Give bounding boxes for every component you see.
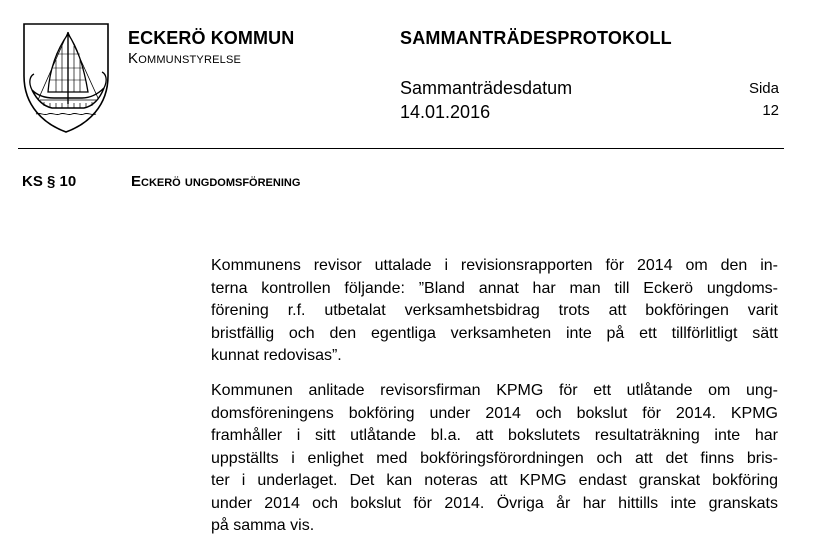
paragraph xyxy=(211,380,778,538)
meeting-date: 14.01.2016 xyxy=(400,102,491,122)
paragraph-line: domsföreningens bokföring under 2014 och bokslut för 2014. KPMG xyxy=(211,404,778,422)
page-label: Sida xyxy=(748,80,779,97)
paragraph-line: under 2014 och bokslut för 2014. Övriga år har hittills inte granskats xyxy=(211,494,778,512)
paragraph-line: på samma vis. xyxy=(211,517,315,534)
page-number: 12 xyxy=(762,102,779,119)
paragraph-line: Kommunen anlitade revisorsfirman KPMG för ett utlåtande om ung- xyxy=(211,382,778,399)
paragraph xyxy=(211,255,778,368)
board-name: Kommunstyrelse xyxy=(128,50,242,67)
paragraph-line: förening r.f. utbetalat verksamhetsbidrag trots att bokföringen varit xyxy=(211,302,778,319)
paragraph-line: bristfällig och den egentliga verksamheten inte på ett tillförlitligt sätt xyxy=(211,324,778,342)
header-divider xyxy=(18,148,784,149)
meeting-date-label: Sammanträdesdatum xyxy=(400,78,573,98)
section-number: KS § 10 xyxy=(22,173,77,190)
paragraph-line: uppställts i enlighet med bokföringsförordningen och att det finns bris- xyxy=(211,449,778,467)
paragraph-line: Kommunens revisor uttalade i revisionsrapporten för 2014 om den in- xyxy=(211,257,778,274)
paragraph-line: terna kontrollen följande: ”Bland annat har man till Eckerö ungdoms- xyxy=(211,279,778,297)
municipality-name: ECKERÖ KOMMUN xyxy=(128,28,295,48)
paragraph-line: kunnat redovisas”. xyxy=(211,347,342,364)
paragraph-line: framhåller i sitt utlåtande bl.a. att bokslutets resultaträkning inte har xyxy=(211,427,778,444)
paragraph-line: ter i underlaget. Det kan noteras att KPMG endast granskat bokföring xyxy=(211,472,778,489)
section-title: Eckerö ungdomsförening xyxy=(131,173,301,190)
document-type: SAMMANTRÄDESPROTOKOLL xyxy=(400,28,672,48)
coat-of-arms-icon xyxy=(18,18,114,136)
